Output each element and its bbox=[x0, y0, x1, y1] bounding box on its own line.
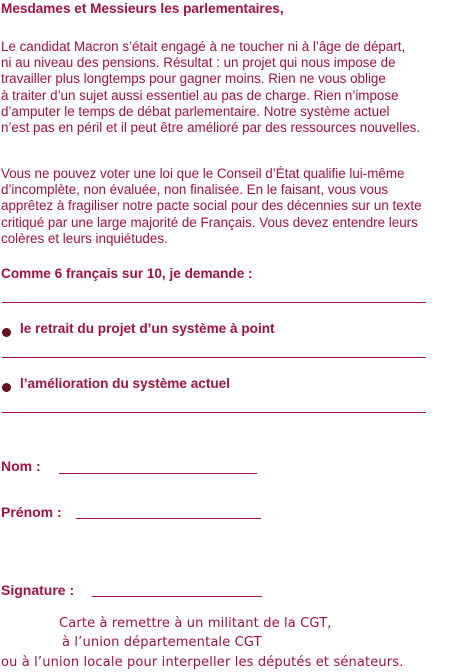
paragraph-line: d’amputer le temps de débat parlementaire. Notre système actuel bbox=[1, 103, 390, 119]
paragraph-line: travailler plus longtemps pour gagner moins. Rien ne vous oblige bbox=[1, 71, 386, 87]
signature-field[interactable] bbox=[92, 596, 262, 597]
paragraph-line: n’est pas en péril et il peut être amélioré par des ressources nouvelles. bbox=[1, 120, 421, 136]
bullet-icon bbox=[2, 328, 11, 337]
prenom-label: Prénom : bbox=[1, 504, 62, 520]
demand-improvement: l’amélioration du système actuel bbox=[20, 376, 231, 391]
paragraph-intro bbox=[1, 39, 420, 136]
paragraph-line: Vous ne pouvez voter une loi que le Conseil d’État qualifie lui-même bbox=[1, 166, 405, 181]
divider bbox=[2, 357, 426, 358]
paragraph-line: Le candidat Macron s’était engagé à ne toucher ni à l’âge de départ, bbox=[1, 39, 406, 54]
demand-heading: Comme 6 français sur 10, je demande : bbox=[1, 266, 253, 281]
paragraph-line: critiqué par une large majorité de Français. Vous devez entendre leurs bbox=[1, 214, 418, 230]
prenom-field[interactable] bbox=[76, 518, 261, 519]
greeting: Mesdames et Messieurs les parlementaires, bbox=[1, 1, 284, 16]
paragraph-line: colères et leurs inquiétudes. bbox=[1, 230, 168, 246]
paragraph-line: à traiter d’un sujet aussi essentiel au pas de charge. Rien n’impose bbox=[1, 87, 399, 103]
bullet-icon bbox=[2, 383, 11, 392]
footer-line: Carte à remettre à un militant de la CGT, bbox=[59, 616, 332, 631]
signature-label: Signature : bbox=[1, 582, 75, 598]
nom-field[interactable] bbox=[59, 473, 257, 474]
paragraph-line: ni au niveau des pensions. Résultat : un projet qui nous impose de bbox=[1, 55, 396, 71]
divider bbox=[2, 302, 426, 303]
paragraph-line: apprêtez à fragiliser notre pacte social pour des décennies sur un texte bbox=[1, 198, 422, 214]
divider bbox=[2, 412, 426, 413]
paragraph-line: d’incomplète, non évaluée, non finalisée. En le faisant, vous vous bbox=[1, 182, 389, 198]
paragraph-argument bbox=[1, 166, 422, 247]
demand-withdrawal: le retrait du projet d’un système à point bbox=[20, 321, 275, 336]
footer-line: à l’union départementale CGT bbox=[62, 635, 262, 650]
nom-label: Nom : bbox=[1, 458, 41, 474]
footer-line: ou à l’union locale pour interpeller les députés et sénateurs. bbox=[1, 655, 404, 670]
